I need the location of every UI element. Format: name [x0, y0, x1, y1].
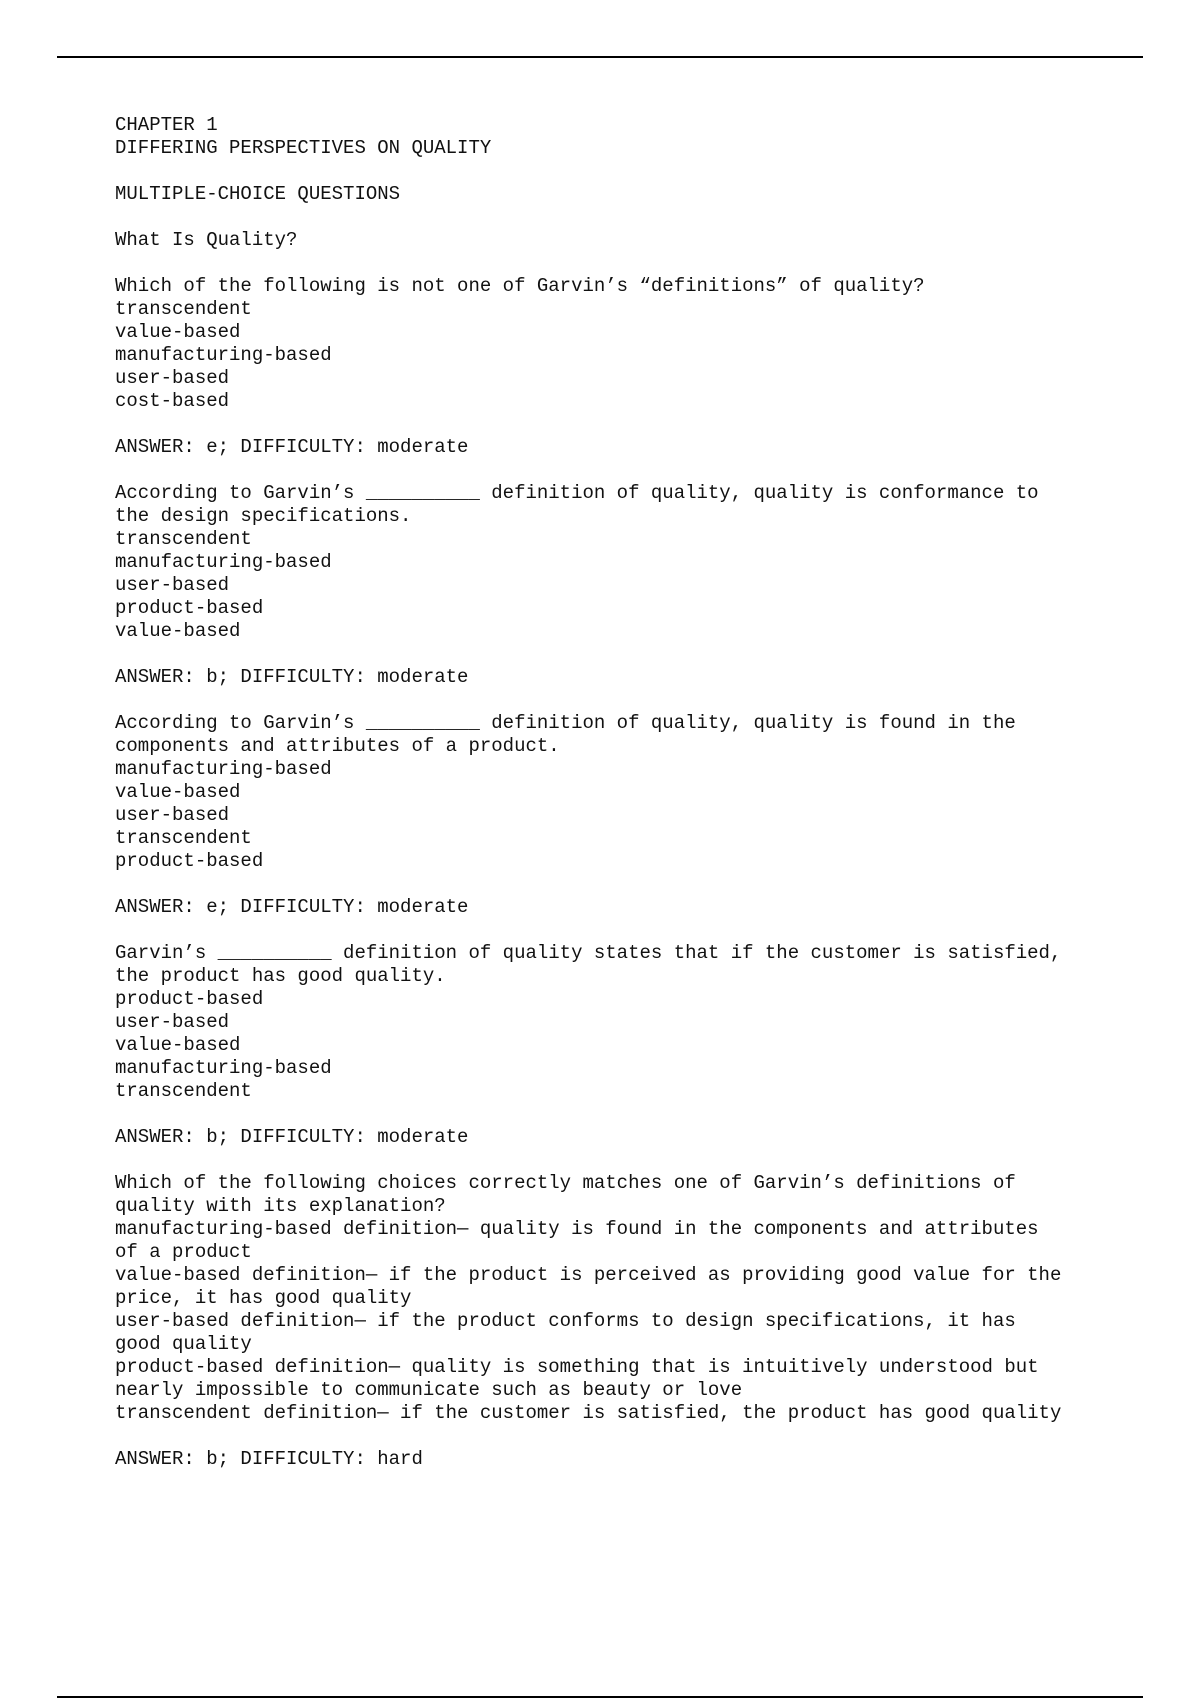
question-stem: According to Garvin’s __________ definition of quality, quality is found in the [115, 712, 1016, 734]
question-stem: Which of the following choices correctly matches one of Garvin’s definitions of [115, 1172, 1016, 1194]
answer-option: value-based [115, 620, 241, 642]
answer-option: user-based [115, 1011, 230, 1033]
answer-option: good quality [115, 1333, 252, 1355]
answer-option: transcendent [115, 827, 252, 849]
question-stem: the product has good quality. [115, 965, 446, 987]
answer-option: user-based [115, 574, 230, 596]
chapter-number: CHAPTER 1 [115, 114, 218, 136]
answer-option: user-based [115, 367, 230, 389]
top-rule [57, 56, 1143, 58]
document-body [115, 114, 1135, 1471]
answer-key: ANSWER: e; DIFFICULTY: moderate [115, 896, 469, 918]
answer-option: transcendent [115, 528, 252, 550]
answer-option: price, it has good quality [115, 1287, 412, 1309]
answer-option: value-based [115, 1034, 241, 1056]
answer-key: ANSWER: b; DIFFICULTY: hard [115, 1448, 423, 1470]
answer-option: cost-based [115, 390, 230, 412]
answer-option: transcendent [115, 1080, 252, 1102]
answer-option: of a product [115, 1241, 252, 1263]
answer-option: transcendent definition— if the customer is satisfied, the product has good quality [115, 1402, 1062, 1424]
question-1 [115, 275, 1135, 459]
subsection-title: What Is Quality? [115, 229, 298, 251]
chapter-title: DIFFERING PERSPECTIVES ON QUALITY [115, 137, 492, 159]
answer-option: product-based [115, 597, 264, 619]
answer-key: ANSWER: b; DIFFICULTY: moderate [115, 1126, 469, 1148]
question-stem: Which of the following is not one of Garvin’s “definitions” of quality? [115, 275, 925, 297]
answer-option: manufacturing-based [115, 551, 332, 573]
answer-option: value-based [115, 781, 241, 803]
answer-option: manufacturing-based definition— quality is found in the components and attributes [115, 1218, 1039, 1240]
answer-option: value-based [115, 321, 241, 343]
answer-key: ANSWER: e; DIFFICULTY: moderate [115, 436, 469, 458]
answer-option: user-based definition— if the product conforms to design specifications, it has [115, 1310, 1016, 1332]
question-stem: Garvin’s __________ definition of quality states that if the customer is satisfied, [115, 942, 1062, 964]
question-stem: quality with its explanation? [115, 1195, 446, 1217]
answer-key: ANSWER: b; DIFFICULTY: moderate [115, 666, 469, 688]
question-2 [115, 482, 1135, 689]
answer-option: user-based [115, 804, 230, 826]
answer-option: value-based definition— if the product is perceived as providing good value for the [115, 1264, 1062, 1286]
answer-option: transcendent [115, 298, 252, 320]
answer-option: product-based definition— quality is something that is intuitively understood but [115, 1356, 1039, 1378]
question-stem: the design specifications. [115, 505, 412, 527]
answer-option: manufacturing-based [115, 1057, 332, 1079]
answer-option: nearly impossible to communicate such as beauty or love [115, 1379, 743, 1401]
question-stem: According to Garvin’s __________ definition of quality, quality is conformance to [115, 482, 1039, 504]
section-title: MULTIPLE-CHOICE QUESTIONS [115, 183, 401, 205]
question-stem: components and attributes of a product. [115, 735, 560, 757]
question-3 [115, 712, 1135, 919]
question-5 [115, 1172, 1135, 1471]
answer-option: manufacturing-based [115, 344, 332, 366]
answer-option: product-based [115, 850, 264, 872]
answer-option: product-based [115, 988, 264, 1010]
answer-option: manufacturing-based [115, 758, 332, 780]
question-4 [115, 942, 1135, 1149]
bottom-rule [57, 1696, 1143, 1698]
